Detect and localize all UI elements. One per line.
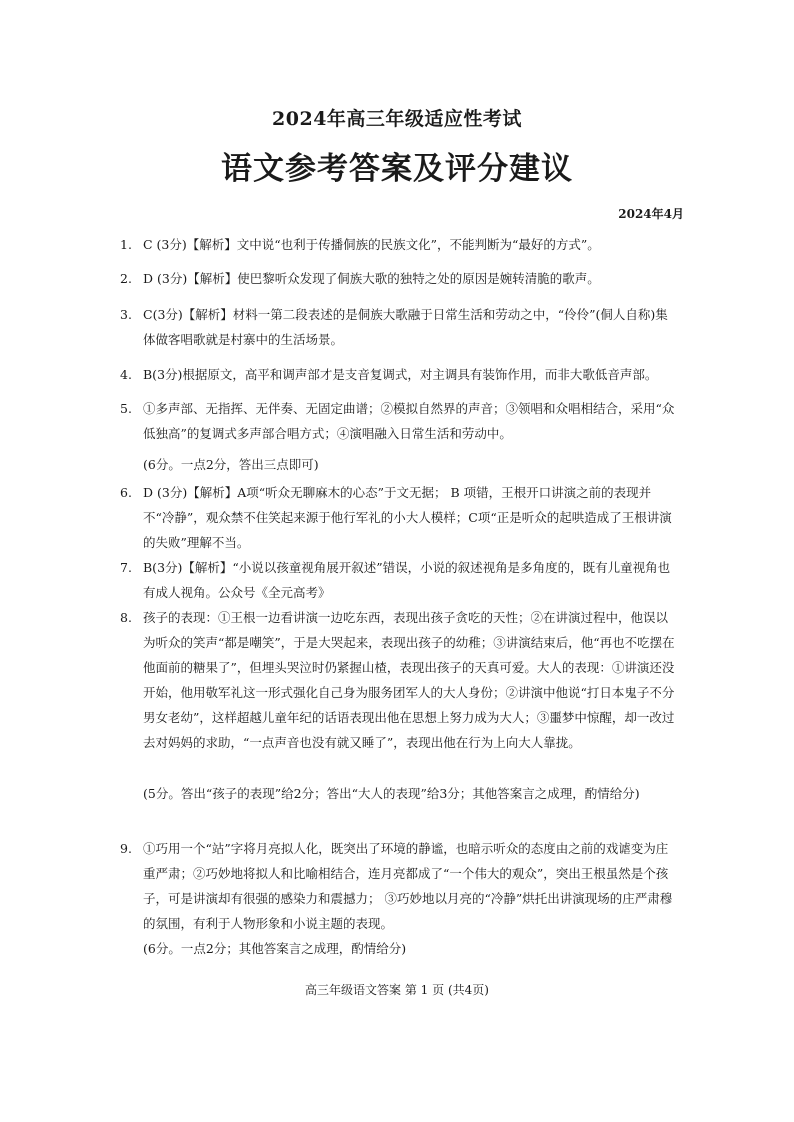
answer-number: 8. xyxy=(120,610,132,625)
answer-number: 3. xyxy=(120,307,132,322)
answer-number: 6. xyxy=(120,485,132,500)
document-date: 2024年4月 xyxy=(618,207,684,221)
answer-number: 4. xyxy=(120,367,132,382)
answer-number: 1. xyxy=(120,237,132,252)
answer-number: 9. xyxy=(120,841,132,856)
answer-text: 孩子的表现：①王根一边看讲演一边吃东西，表现出孩子贪吃的天性；②在讲演过程中，他误以为听众的笑声“都是嘲笑”，于是大哭起来，表现出孩子的幼稚；③讲演结束后，他“再也不吃摆在他面前的糖果了”，但埋头哭泣时仍紧握山楂，表现出孩子的天真可爱。大人的表现：①讲演还没开始，他用敬军礼这一形式强化自己身为服务团军人的大人身份；②讲演中他说“打日本鬼子不分男女老幼”，这样超越儿童年纪的话语表现出他在思想上努力成为大人；③噩梦中惊醒，却一改过去对妈妈的求助，“一点声音也没有就又睡了”，表现出他在行为上向大人靠拢。 xyxy=(143,610,675,750)
answer-text: D (3分)【解析】使巴黎听众发现了侗族大歌的独特之处的原因是婉转清脆的歌声。 xyxy=(143,271,600,286)
answer-number: 7. xyxy=(120,560,132,575)
page-footer: 高三年级语文答案 第 1 页 (共4页) xyxy=(305,983,489,997)
answer-text: D (3分)【解析】A项“听众无聊麻木的心态”于文无据； B 项错，王根开口讲演之前的表现并不“冷静”，观众禁不住笑起来源于他行军礼的小大人模样；C项“正是听众的起哄造成了王根讲演的失败”理解不当。 xyxy=(143,485,672,550)
answer-item-2 xyxy=(120,266,680,291)
answer-text: C (3分)【解析】文中说“也利于传播侗族的民族文化”，不能判断为“最好的方式”。 xyxy=(143,237,600,252)
answer-text: ①多声部、无指挥、无伴奏、无固定曲谱；②模拟自然界的声音；③领唱和众唱相结合，采用“众低独高”的复调式多声部合唱方式；④演唱融入日常生活和劳动中。 xyxy=(143,401,675,441)
answer-item-7 xyxy=(120,555,680,605)
answer-number: 2. xyxy=(120,271,132,286)
exam-title: 2024年高三年级适应性考试 xyxy=(272,108,522,130)
scoring-note: (5分。答出“孩子的表现”给2分；答出“大人的表现”给3分；其他答案言之成理，酌情给分) xyxy=(143,786,640,801)
answer-item-9 xyxy=(120,836,680,936)
answer-text: B(3分)【解析】“小说以孩童视角展开叙述”错误，小说的叙述视角是多角度的，既有儿童视角也有成人视角。公众号《全元高考》 xyxy=(143,560,671,600)
answer-text: C(3分)【解析】材料一第二段表述的是侗族大歌融于日常生活和劳动之中，“伶伶”(侗人自称)集体做客唱歌就是村寨中的生活场景。 xyxy=(143,307,668,347)
answer-text: ①巧用一个“站”字将月亮拟人化，既突出了环境的静谧，也暗示听众的态度由之前的戏谑变为庄重严肃；②巧妙地将拟人和比喻相结合，连月亮都成了“一个伟大的观众”，突出王根虽然是个孩子，可是讲演却有很强的感染力和震撼力； ③巧妙地以月亮的“冷静”烘托出讲演现场的庄严肃穆的氛围，有利于人物形象和小说主题的表现。 xyxy=(143,841,673,931)
answer-item-8 xyxy=(120,605,680,755)
scoring-note: (6分。一点2分，答出三点即可) xyxy=(143,457,319,472)
answer-item-5 xyxy=(120,396,680,446)
answer-item-3 xyxy=(120,302,680,352)
answer-item-4 xyxy=(120,362,680,387)
answer-number: 5. xyxy=(120,401,132,416)
answer-item-6 xyxy=(120,480,680,555)
document-title: 语文参考答案及评分建议 xyxy=(221,151,573,187)
answer-item-1 xyxy=(120,232,680,257)
scoring-note: (6分。一点2分；其他答案言之成理，酌情给分) xyxy=(143,941,407,956)
answer-text: B(3分)根据原文，高平和调声部才是支音复调式，对主调具有装饰作用，而非大歌低音声部。 xyxy=(143,367,658,382)
